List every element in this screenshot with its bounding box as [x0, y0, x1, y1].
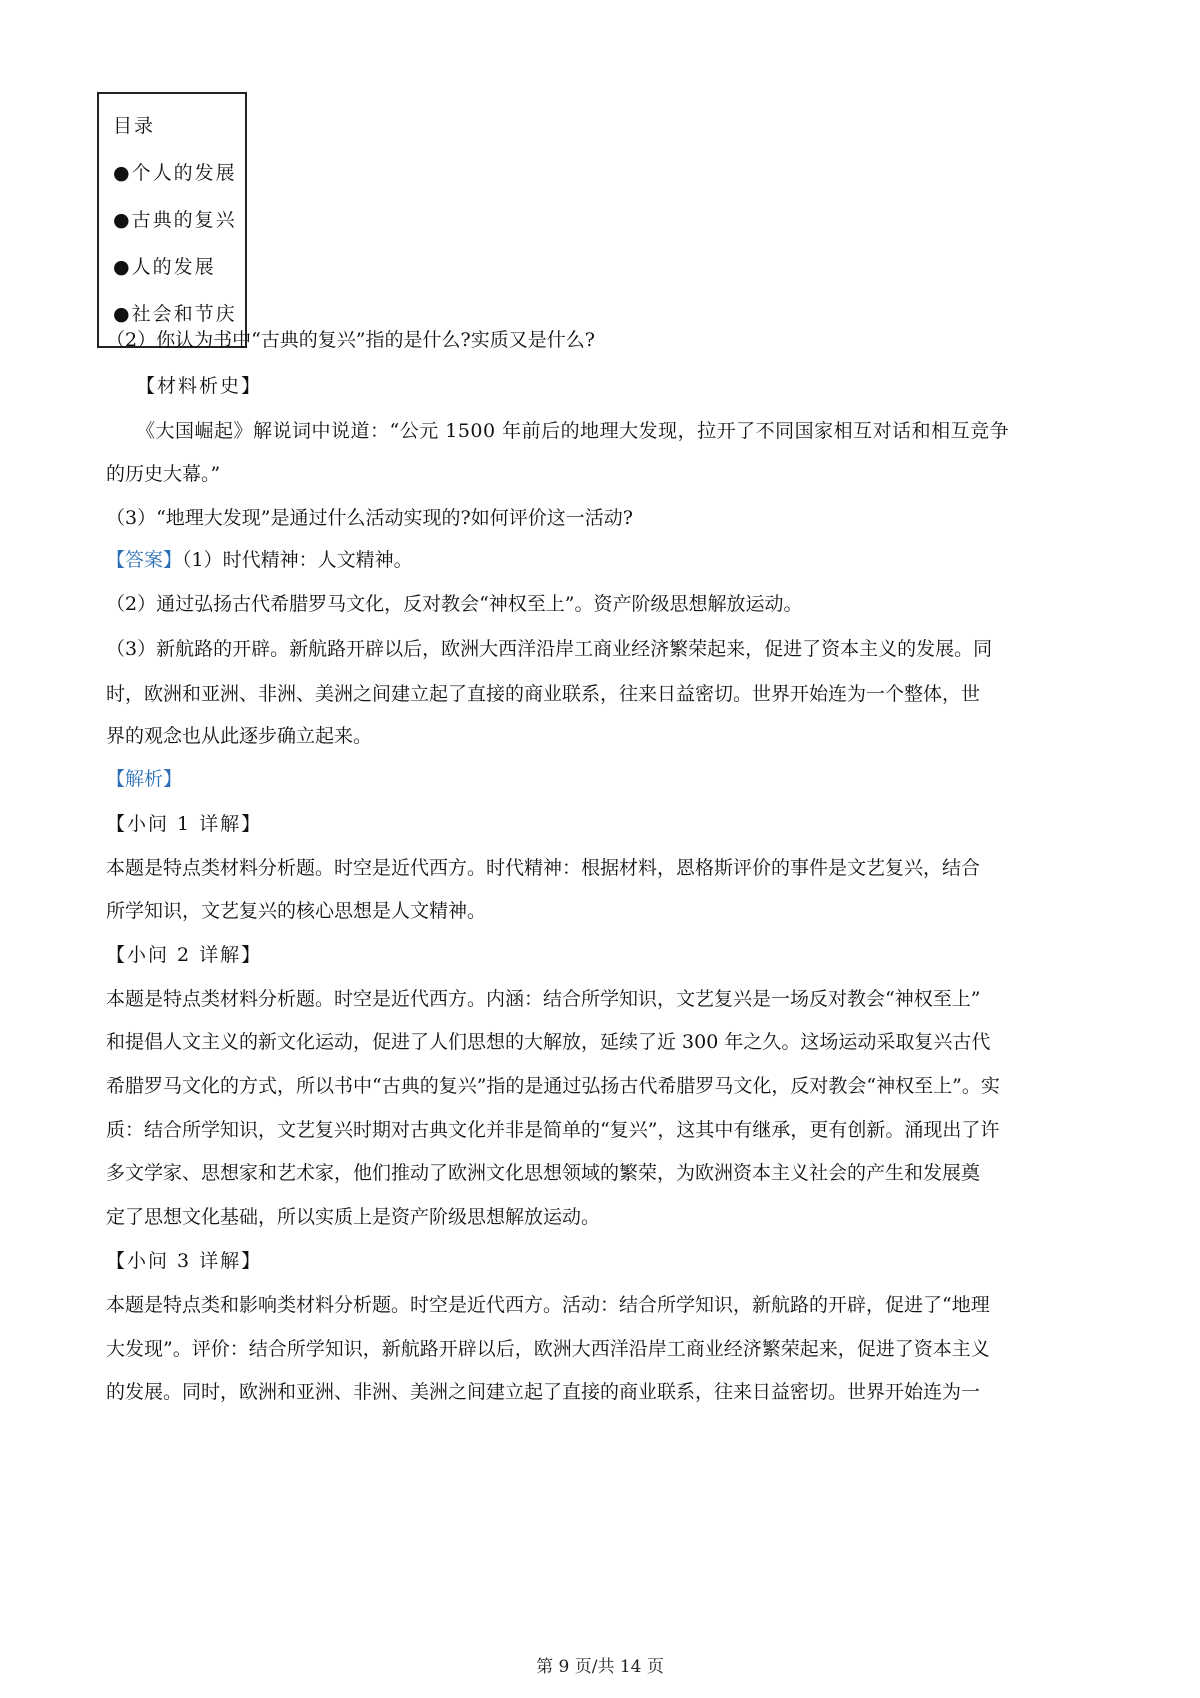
toc-item: ●人的发展: [113, 256, 216, 278]
question-2: （2）你认为书中“古典的复兴”指的是什么?实质又是什么?: [106, 329, 595, 351]
analysis-tag: 【解析】: [106, 768, 183, 790]
analysis-line: 多文学家、思想家和艺术家，他们推动了欧洲文化思想领域的繁荣，为欧洲资本主义社会的产生和发展奠: [106, 1162, 981, 1184]
sub-question-2-heading: 【小问 2 详解】: [106, 944, 263, 966]
analysis-line: 本题是特点类材料分析题。时空是近代西方。内涵：结合所学知识，文艺复兴是一场反对教会“神权至上”: [106, 988, 981, 1010]
analysis-line: 本题是特点类材料分析题。时空是近代西方。时代精神：根据材料，恩格斯评价的事件是文艺复兴，结合: [106, 857, 981, 879]
answer-line-3: （3）新航路的开辟。新航路开辟以后，欧洲大西洋沿岸工商业经济繁荣起来，促进了资本主义的发展。同: [106, 638, 993, 660]
analysis-line: 本题是特点类和影响类材料分析题。时空是近代西方。活动：结合所学知识，新航路的开辟，促进了“地理: [106, 1294, 990, 1316]
material-line: 的历史大幕。”: [106, 463, 221, 485]
analysis-line: 的发展。同时，欧洲和亚洲、非洲、美洲之间建立起了直接的商业联系，往来日益密切。世界开始连为一: [106, 1381, 981, 1403]
analysis-line: 所学知识，文艺复兴的核心思想是人文精神。: [106, 900, 487, 922]
answer-line-3: 时，欧洲和亚洲、非洲、美洲之间建立起了直接的商业联系，往来日益密切。世界开始连为一个整体，世: [106, 683, 981, 705]
analysis-line: 定了思想文化基础，所以实质上是资产阶级思想解放运动。: [106, 1206, 601, 1228]
table-of-contents-box: [97, 92, 247, 348]
material-line: 《大国崛起》解说词中说道：“公元 1500 年前后的地理大发现，拉开了不同国家相互对话和相互竞争: [136, 420, 1010, 442]
sub-question-3-heading: 【小问 3 详解】: [106, 1250, 263, 1272]
analysis-line: 和提倡人文主义的新文化运动，促进了人们思想的大解放，延续了近 300 年之久。这场运动采取复兴古代: [106, 1031, 991, 1053]
analysis-line: 大发现”。评价：结合所学知识，新航路开辟以后，欧洲大西洋沿岸工商业经济繁荣起来，促进了资本主义: [106, 1338, 990, 1360]
answer-text: （1）时代精神：人文精神。: [182, 549, 413, 571]
answer-line-1: [106, 547, 413, 573]
analysis-line: 质：结合所学知识，文艺复兴时期对古典文化并非是简单的“复兴”，这其中有继承，更有创新。涌现出了许: [106, 1119, 1000, 1141]
toc-item: ●古典的复兴: [113, 209, 237, 231]
toc-item: ●个人的发展: [113, 162, 237, 184]
toc-item: ●社会和节庆: [113, 303, 237, 325]
answer-tag: 【答案】: [106, 549, 183, 571]
page-number-footer: 第 9 页/共 14 页: [536, 1657, 664, 1677]
answer-line-2: （2）通过弘扬古代希腊罗马文化，反对教会“神权至上”。资产阶级思想解放运动。: [106, 593, 803, 615]
sub-question-1-heading: 【小问 1 详解】: [106, 813, 263, 835]
toc-title: 目录: [113, 115, 156, 137]
question-3: （3）“地理大发现”是通过什么活动实现的?如何评价这一活动?: [106, 507, 633, 529]
answer-line-3: 界的观念也从此逐步确立起来。: [106, 725, 373, 747]
analysis-line: 希腊罗马文化的方式，所以书中“古典的复兴”指的是通过弘扬古代希腊罗马文化，反对教会“神权至上”。实: [106, 1075, 1000, 1097]
material-heading: 【材料析史】: [136, 375, 263, 397]
